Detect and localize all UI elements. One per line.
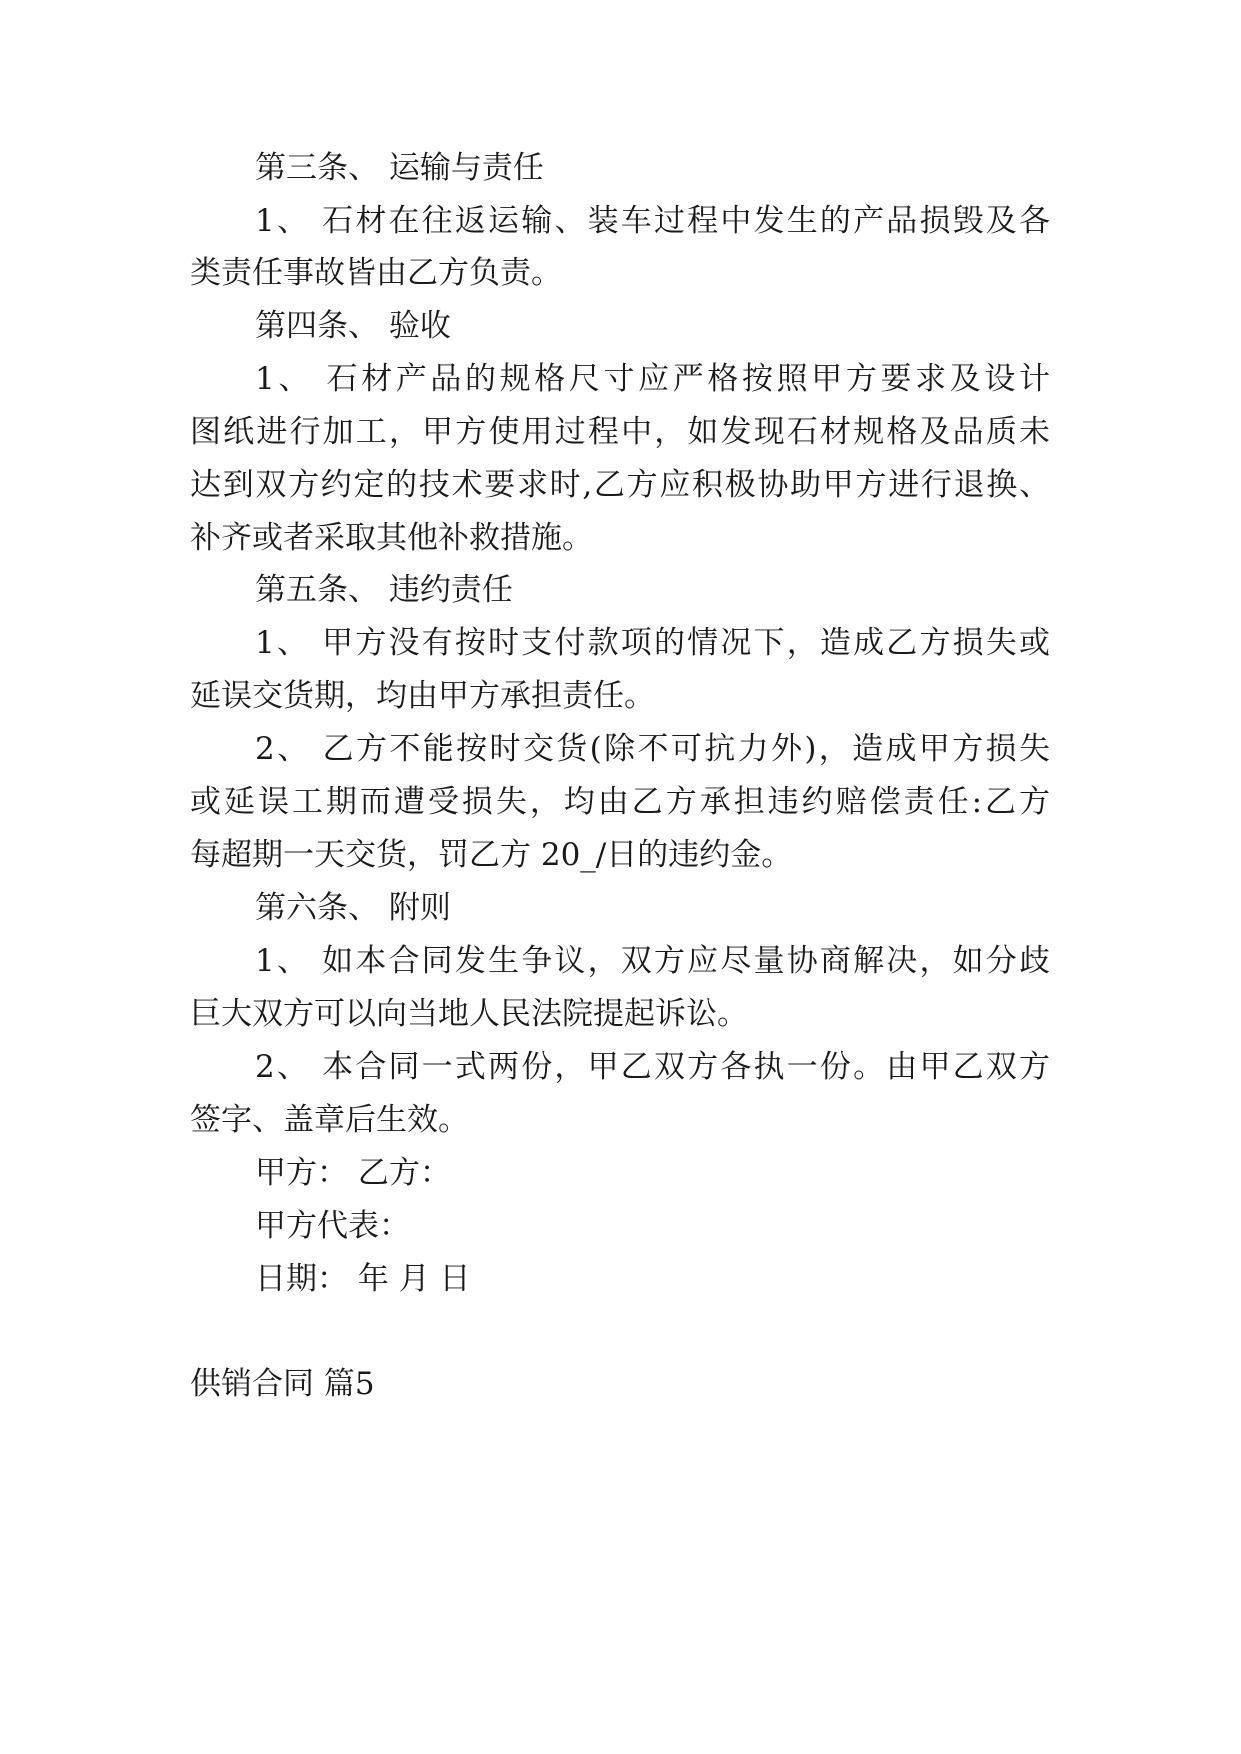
article-4-clause-1-line-3: 达到双方约定的技术要求时,乙方应积极协助甲方进行退换、 bbox=[190, 467, 1050, 503]
article-5-clause-2-line-3: 每超期一天交货，罚乙方 20_/日的违约金。 bbox=[190, 837, 793, 873]
date-line: 日期： 年 月 日 bbox=[255, 1261, 471, 1297]
article-5-clause-2-line-2: 或延误工期而遭受损失，均由乙方承担违约赔偿责任:乙方 bbox=[190, 784, 1050, 820]
article-3-heading: 第三条、 运输与责任 bbox=[255, 150, 544, 186]
article-5-clause-1-line-2: 延误交货期，均由甲方承担责任。 bbox=[190, 678, 655, 714]
article-6-clause-1-line-1: 1、 如本合同发生争议，双方应尽量协商解决，如分歧 bbox=[255, 943, 1050, 979]
article-3-clause-1-line-1: 1、 石材在往返运输、装车过程中发生的产品损毁及各 bbox=[255, 203, 1050, 239]
article-4-clause-1-line-1: 1、 石材产品的规格尺寸应严格按照甲方要求及设计 bbox=[255, 361, 1050, 397]
article-4-clause-1-line-4: 补齐或者采取其他补救措施。 bbox=[190, 520, 593, 556]
article-6-clause-2-line-2: 签字、盖章后生效。 bbox=[190, 1102, 469, 1138]
article-3-clause-1-line-2: 类责任事故皆由乙方负责。 bbox=[190, 255, 562, 291]
article-4-heading: 第四条、 验收 bbox=[255, 308, 451, 344]
article-6-clause-2-line-1: 2、 本合同一式两份，甲乙双方各执一份。由甲乙双方 bbox=[255, 1049, 1050, 1085]
article-6-heading: 第六条、 附则 bbox=[255, 890, 451, 926]
party-a-representative-line: 甲方代表： bbox=[255, 1208, 410, 1244]
article-5-clause-1-line-1: 1、 甲方没有按时支付款项的情况下，造成乙方损失或 bbox=[255, 625, 1050, 661]
next-contract-title: 供销合同 篇5 bbox=[190, 1366, 375, 1402]
article-5-heading: 第五条、 违约责任 bbox=[255, 572, 513, 608]
article-6-clause-1-line-2: 巨大双方可以向当地人民法院提起诉讼。 bbox=[190, 996, 748, 1032]
article-5-clause-2-line-1: 2、 乙方不能按时交货(除不可抗力外)，造成甲方损失 bbox=[255, 731, 1050, 767]
party-signature-line: 甲方： 乙方： bbox=[255, 1155, 451, 1191]
article-4-clause-1-line-2: 图纸进行加工，甲方使用过程中，如发现石材规格及品质未 bbox=[190, 414, 1050, 450]
